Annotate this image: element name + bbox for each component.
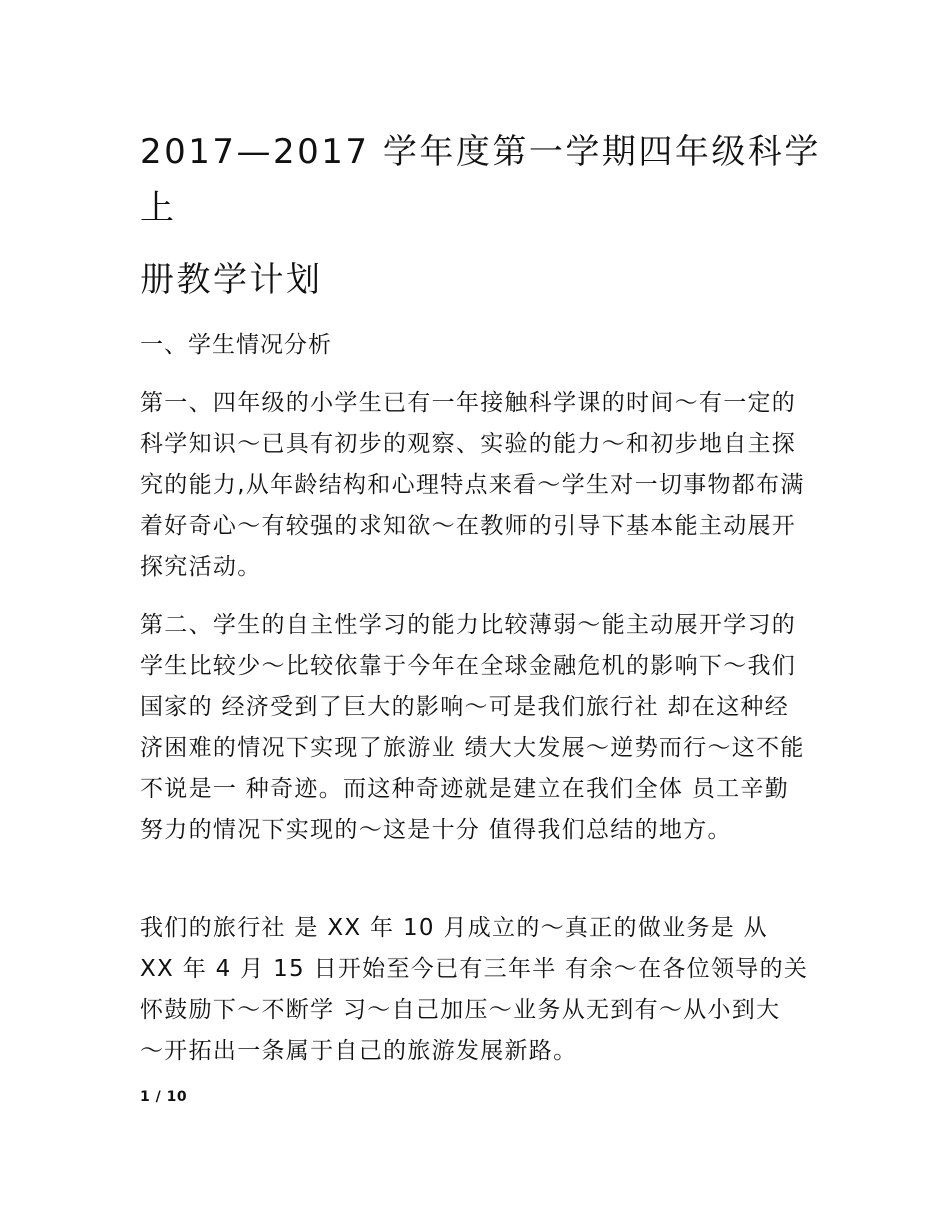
paragraph: 我们的旅行社 是 XX 年 10 月成立的～真正的做业务是 从 XX 年 4 月 15 日开始至今已有三年半 有余～在各位领导的关怀鼓励下～不断学 习～自己加压～业务从无到有～从小到大 ～开拓出一条属于自己的旅游发展新路。: [140, 915, 809, 1064]
page-number: 1 / 10: [140, 1089, 188, 1105]
document-subtitle: 册教学计划: [140, 260, 323, 300]
document-title: 2017—2017 学年度第一学期四年级科学上: [140, 132, 821, 228]
section-heading: 一、学生情况分析: [140, 332, 332, 358]
paragraph: 第一、四年级的小学生已有一年接触科学课的时间～有一定的科学知识～已具有初步的观察、实验的能力～和初步地自主探究的能力,从年龄结构和心理特点来看～学生对一切事物都布满着好奇心～有较强的求知欲～在教师的引导下基本能主动展开探究活动。: [140, 390, 805, 580]
paragraph: 第二、学生的自主性学习的能力比较薄弱～能主动展开学习的学生比较少～比较依靠于今年在全球金融危机的影响下～我们国家的 经济受到了巨大的影响～可是我们旅行社 却在这种经济困难的情况下实现了旅游业 绩大大发展～逆势而行～这不能不说是一 种奇迹。而这种奇迹就是建立在我们全体 员工辛勤努力的情况下实现的～这是十分 值得我们总结的地方。: [140, 612, 805, 843]
